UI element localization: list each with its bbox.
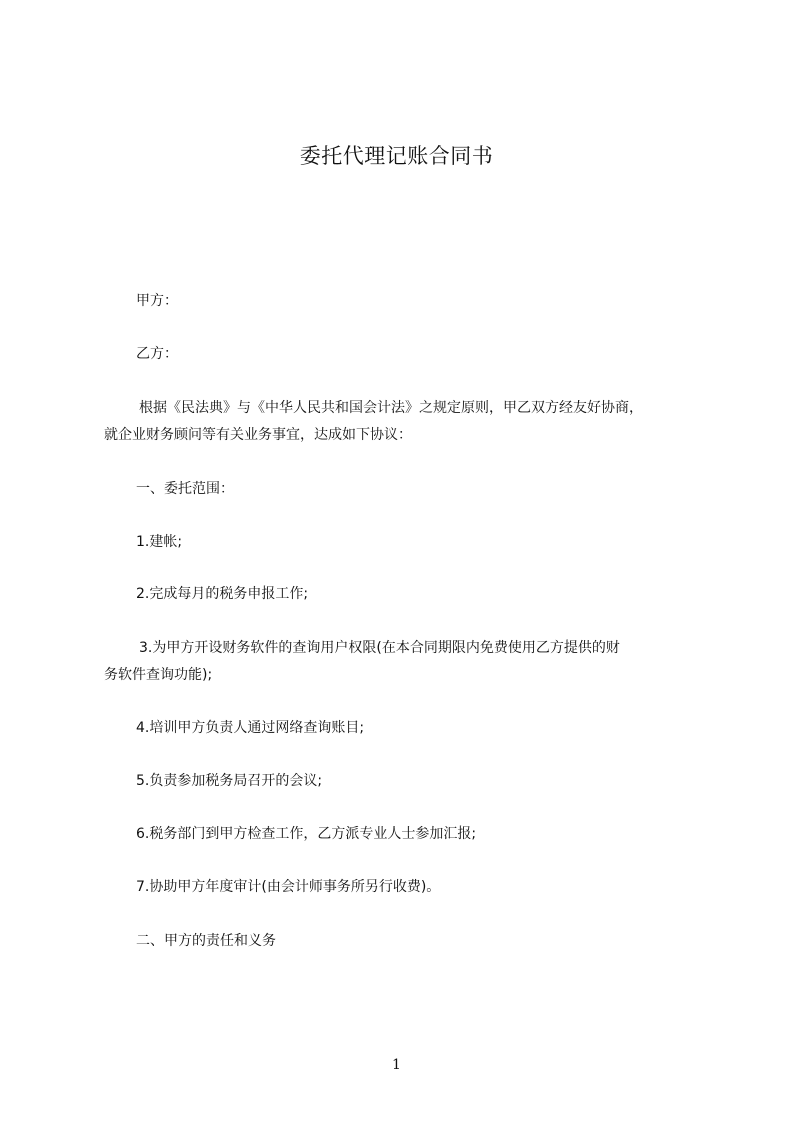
document-title: 委托代理记账合同书 xyxy=(299,144,494,168)
scope-item-3-line-1: 3.为甲方开设财务软件的查询用户权限(在本合同期限内免费使用乙方提供的财 xyxy=(139,640,620,656)
party-a-label: 甲方： xyxy=(136,293,178,309)
intro-paragraph-line-2: 就企业财务顾问等有关业务事宜，达成如下协议： xyxy=(104,427,412,443)
scope-item-6: 6.税务部门到甲方检查工作，乙方派专业人士参加汇报; xyxy=(136,826,477,842)
scope-item-2: 2.完成每月的税务申报工作; xyxy=(136,586,309,602)
scope-item-1: 1.建帐; xyxy=(136,534,183,550)
scope-item-5: 5.负责参加税务局召开的会议; xyxy=(136,773,323,789)
page-number: 1 xyxy=(392,1057,401,1073)
scope-item-3-line-2: 务软件查询功能); xyxy=(104,667,213,683)
party-b-label: 乙方： xyxy=(136,346,178,362)
scope-item-4: 4.培训甲方负责人通过网络查询账目; xyxy=(136,720,365,736)
scope-item-7: 7.协助甲方年度审计(由会计师事务所另行收费)。 xyxy=(136,879,441,895)
section-1-heading: 一、委托范围： xyxy=(136,481,234,497)
section-2-heading: 二、甲方的责任和义务 xyxy=(136,933,276,949)
intro-paragraph-line-1: 根据《民法典》与《中华人民共和国会计法》之规定原则，甲乙双方经友好协商， xyxy=(139,400,643,416)
